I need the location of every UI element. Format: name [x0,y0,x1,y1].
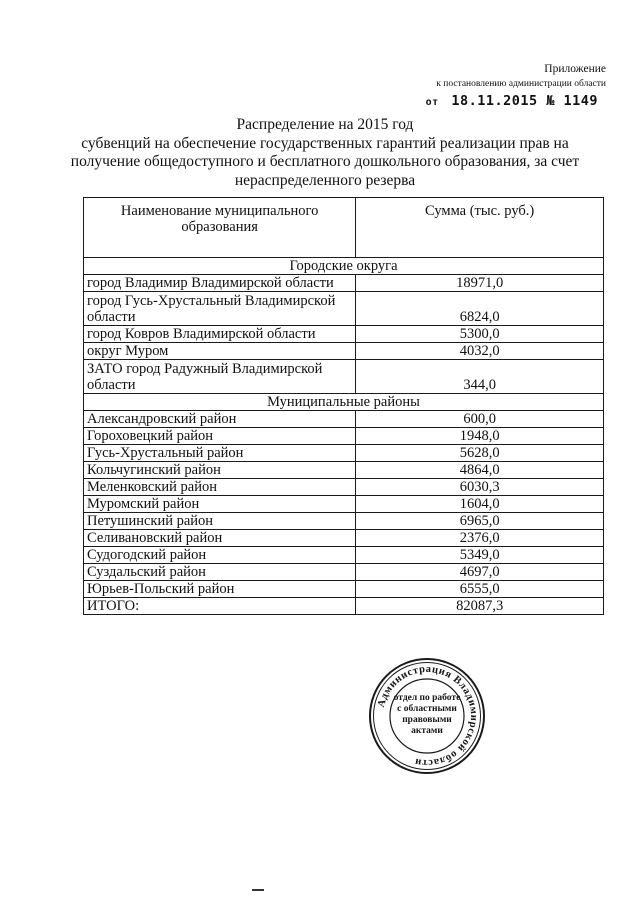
table-row [84,530,604,547]
municipality-name: округ Муром [84,343,356,360]
appendix-header [426,62,606,111]
table-row [84,292,604,326]
municipality-name: Гусь-Хрустальный район [84,445,356,462]
table-row [84,462,604,479]
table-row [84,428,604,445]
amount-value: 6030,3 [356,479,604,496]
amount-value: 5349,0 [356,547,604,564]
total-label: ИТОГО: [84,598,356,615]
section-title: Муниципальные районы [84,394,604,411]
seal-line-2: с областными [397,704,457,714]
amount-value: 1948,0 [356,428,604,445]
municipality-name: Муромский район [84,496,356,513]
title-line-3: получение общедоступного и бесплатного дошкольного образования, за счет [70,153,580,170]
municipality-name: город Гусь-Хрустальный Владимирской области [84,292,356,326]
appendix-title: Приложение [544,63,606,75]
amount-value: 5300,0 [356,326,604,343]
table-row [84,513,604,530]
amount-value: 6965,0 [356,513,604,530]
header-amount-cell: Сумма (тыс. руб.) [356,198,604,258]
title-line-4: нераспределенного резерва [234,171,416,189]
table-row [84,479,604,496]
table-row [84,564,604,581]
subsidy-table [83,197,604,615]
municipality-name: Меленковский район [84,479,356,496]
table-row [84,581,604,598]
municipality-name: Суздальский район [84,564,356,581]
amount-value: 5628,0 [356,445,604,462]
page-mark [252,889,264,891]
municipality-name: Селивановский район [84,530,356,547]
municipality-name: Кольчугинский район [84,462,356,479]
document-title [60,116,590,190]
municipality-name: город Ковров Владимирской области [84,326,356,343]
seal-ring-text: Администрация Владимирской области [375,663,480,769]
section-row [84,258,604,275]
table-row [84,411,604,428]
amount-value: 1604,0 [356,496,604,513]
municipality-name: ЗАТО город Радужный Владимирской области [84,360,356,394]
appendix-subtitle: к постановлению администрации области [436,79,606,89]
table-row [84,547,604,564]
decree-date-number: 18.11.2015 № 1149 [451,93,598,109]
municipality-name: Александровский район [84,411,356,428]
table-row [84,275,604,292]
seal-line-4: актами [411,726,443,736]
amount-value: 6555,0 [356,581,604,598]
amount-value: 600,0 [356,411,604,428]
seal-stamp [367,656,487,776]
amount-value: 4864,0 [356,462,604,479]
decree-reference [426,93,598,111]
total-row [84,598,604,615]
municipality-name: Юрьев-Польский район [84,581,356,598]
municipality-name: Судогодский район [84,547,356,564]
table-body [84,258,604,615]
municipality-name: город Владимир Владимирской области [84,275,356,292]
table-row [84,445,604,462]
municipality-name: Гороховецкий район [84,428,356,445]
municipality-name: Петушинский район [84,513,356,530]
title-line-1: Распределение на 2015 год [236,116,414,133]
table-row [84,326,604,343]
decree-prefix: от [425,97,439,108]
total-value: 82087,3 [356,598,604,615]
table-row [84,343,604,360]
amount-value: 18971,0 [356,275,604,292]
amount-value: 4697,0 [356,564,604,581]
section-title: Городские округа [84,258,604,275]
amount-value: 2376,0 [356,530,604,547]
table-row [84,360,604,394]
amount-value: 4032,0 [356,343,604,360]
amount-value: 344,0 [356,360,604,394]
section-row [84,394,604,411]
seal-line-3: правовыми [402,715,452,725]
title-line-2: субвенций на обеспечение государственных гарантий реализации прав на [81,134,569,152]
amount-value: 6824,0 [356,292,604,326]
table-row [84,496,604,513]
table-header-row [84,198,604,258]
seal-line-1: отдел по работе [393,693,461,703]
header-name-cell: Наименование муниципального образования [84,198,356,258]
